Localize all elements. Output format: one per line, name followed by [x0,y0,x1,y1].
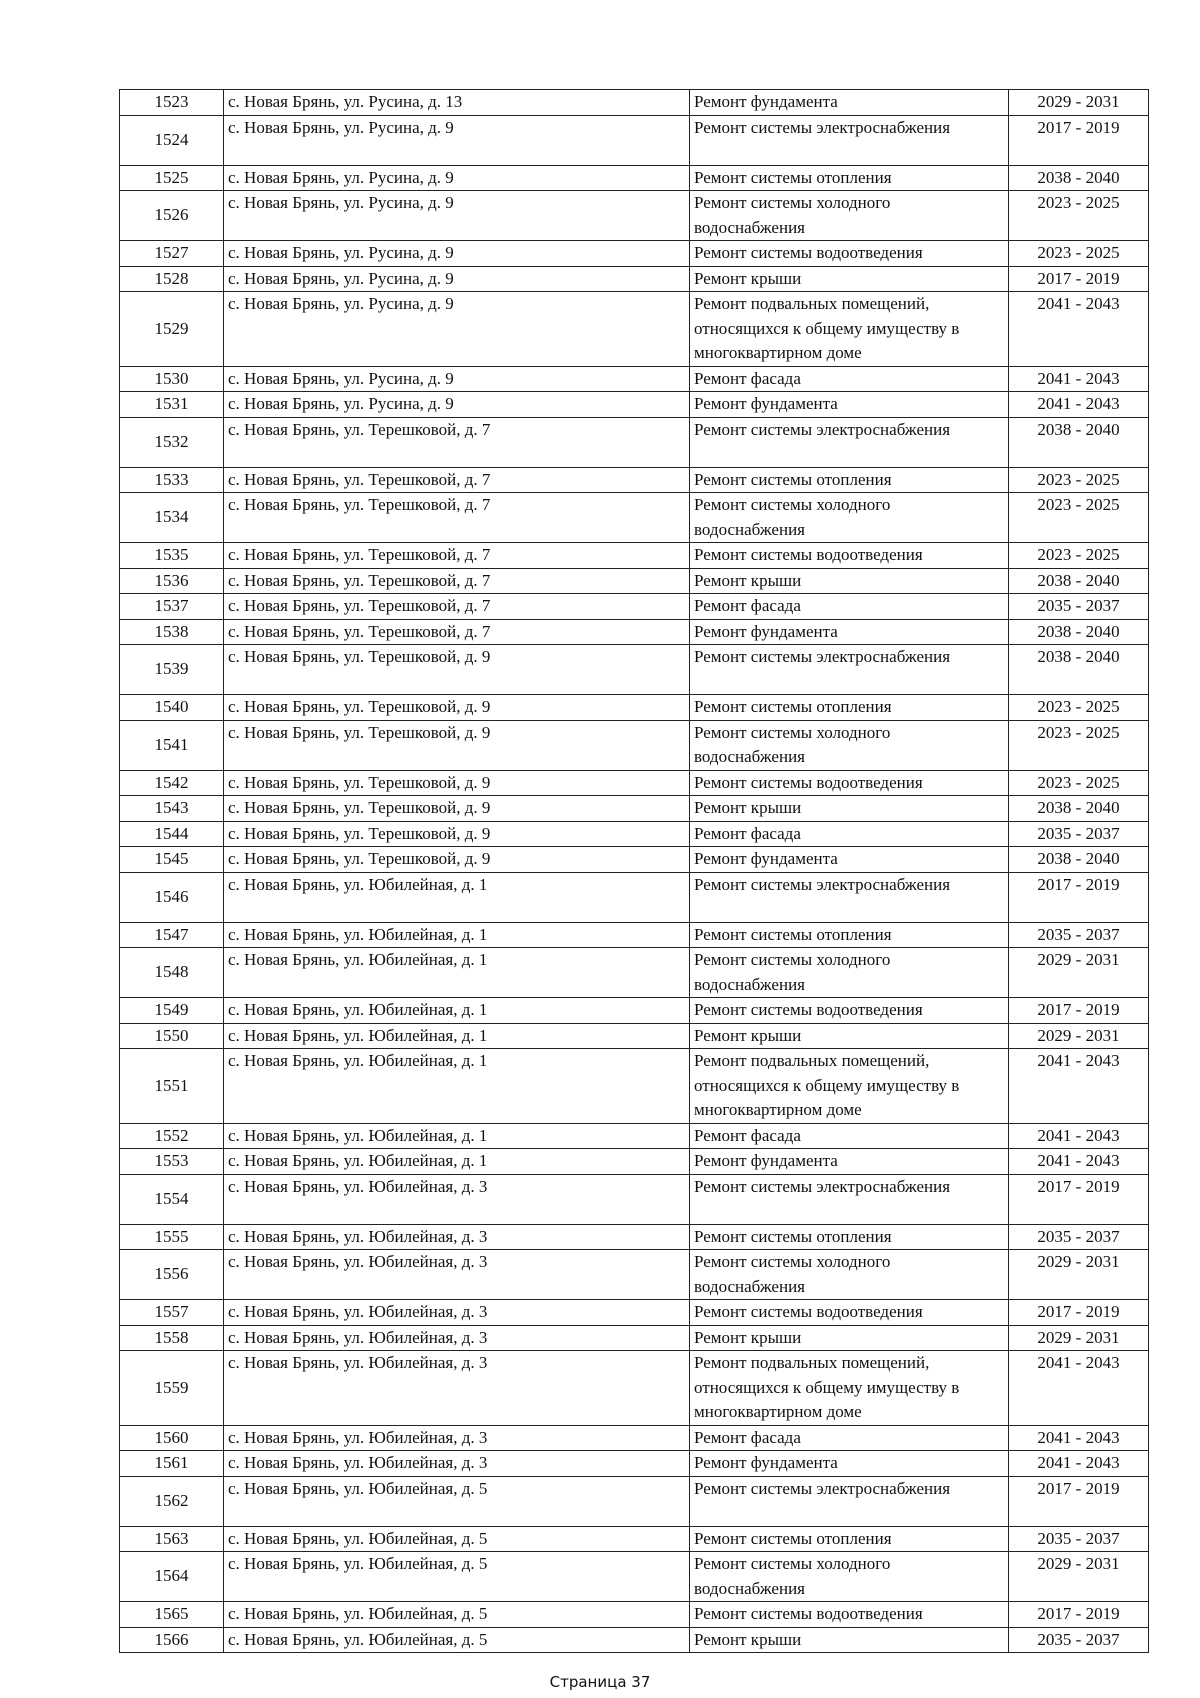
address-cell: с. Новая Брянь, ул. Русина, д. 9 [224,366,690,392]
table-row [120,191,1149,241]
row-number-cell: 1564 [120,1552,224,1602]
period-cell: 2035 - 2037 [1009,1627,1149,1653]
row-number-cell: 1538 [120,619,224,645]
address-cell: с. Новая Брянь, ул. Юбилейная, д. 1 [224,872,690,922]
row-number-cell: 1560 [120,1425,224,1451]
table-row [120,948,1149,998]
table-row [120,1250,1149,1300]
period-cell: 2035 - 2037 [1009,1224,1149,1250]
address-cell: с. Новая Брянь, ул. Русина, д. 9 [224,266,690,292]
row-number-cell: 1562 [120,1476,224,1526]
period-cell: 2029 - 2031 [1009,1250,1149,1300]
work-type-cell: Ремонт системы отопления [690,1526,1009,1552]
row-number-cell: 1523 [120,90,224,116]
period-cell: 2023 - 2025 [1009,191,1149,241]
address-cell: с. Новая Брянь, ул. Терешковой, д. 7 [224,467,690,493]
work-type-cell: Ремонт крыши [690,1023,1009,1049]
table-row [120,241,1149,267]
row-number-cell: 1524 [120,115,224,165]
row-number-cell: 1555 [120,1224,224,1250]
table-row [120,165,1149,191]
row-number-cell: 1561 [120,1451,224,1477]
row-number-cell: 1526 [120,191,224,241]
address-cell: с. Новая Брянь, ул. Русина, д. 13 [224,90,690,116]
row-number-cell: 1549 [120,998,224,1024]
work-type-cell: Ремонт системы отопления [690,922,1009,948]
period-cell: 2041 - 2043 [1009,1451,1149,1477]
period-cell: 2038 - 2040 [1009,165,1149,191]
table-row [120,847,1149,873]
work-type-cell: Ремонт фасада [690,1123,1009,1149]
table-row [120,695,1149,721]
address-cell: с. Новая Брянь, ул. Русина, д. 9 [224,115,690,165]
work-type-cell: Ремонт системы водоотведения [690,241,1009,267]
table-row [120,1174,1149,1224]
address-cell: с. Новая Брянь, ул. Терешковой, д. 9 [224,645,690,695]
period-cell: 2038 - 2040 [1009,645,1149,695]
repair-schedule-table [119,89,1149,1653]
address-cell: с. Новая Брянь, ул. Юбилейная, д. 5 [224,1552,690,1602]
address-cell: с. Новая Брянь, ул. Терешковой, д. 9 [224,796,690,822]
table-row [120,998,1149,1024]
work-type-cell: Ремонт фундамента [690,847,1009,873]
row-number-cell: 1541 [120,720,224,770]
work-type-cell: Ремонт системы отопления [690,467,1009,493]
row-number-cell: 1527 [120,241,224,267]
row-number-cell: 1530 [120,366,224,392]
table-row [120,1451,1149,1477]
table-row [120,1425,1149,1451]
period-cell: 2017 - 2019 [1009,115,1149,165]
row-number-cell: 1537 [120,594,224,620]
address-cell: с. Новая Брянь, ул. Терешковой, д. 9 [224,821,690,847]
work-type-cell: Ремонт системы холодного водоснабжения [690,1250,1009,1300]
period-cell: 2017 - 2019 [1009,1476,1149,1526]
table-row [120,1224,1149,1250]
table-row [120,872,1149,922]
address-cell: с. Новая Брянь, ул. Терешковой, д. 7 [224,417,690,467]
work-type-cell: Ремонт системы холодного водоснабжения [690,720,1009,770]
work-type-cell: Ремонт подвальных помещений, относящихся к общему имуществу в многоквартирном доме [690,1351,1009,1426]
row-number-cell: 1542 [120,770,224,796]
row-number-cell: 1535 [120,543,224,569]
period-cell: 2038 - 2040 [1009,847,1149,873]
work-type-cell: Ремонт крыши [690,1627,1009,1653]
table-row [120,292,1149,367]
period-cell: 2035 - 2037 [1009,594,1149,620]
row-number-cell: 1529 [120,292,224,367]
row-number-cell: 1533 [120,467,224,493]
address-cell: с. Новая Брянь, ул. Терешковой, д. 9 [224,720,690,770]
address-cell: с. Новая Брянь, ул. Русина, д. 9 [224,191,690,241]
work-type-cell: Ремонт фундамента [690,1451,1009,1477]
period-cell: 2041 - 2043 [1009,392,1149,418]
period-cell: 2035 - 2037 [1009,821,1149,847]
table-row [120,1627,1149,1653]
table-row [120,392,1149,418]
period-cell: 2017 - 2019 [1009,998,1149,1024]
work-type-cell: Ремонт фасада [690,821,1009,847]
address-cell: с. Новая Брянь, ул. Юбилейная, д. 3 [224,1325,690,1351]
address-cell: с. Новая Брянь, ул. Терешковой, д. 9 [224,695,690,721]
work-type-cell: Ремонт системы отопления [690,165,1009,191]
work-type-cell: Ремонт крыши [690,796,1009,822]
address-cell: с. Новая Брянь, ул. Русина, д. 9 [224,292,690,367]
row-number-cell: 1532 [120,417,224,467]
period-cell: 2038 - 2040 [1009,568,1149,594]
period-cell: 2029 - 2031 [1009,1023,1149,1049]
page-number: Страница 37 [549,1673,651,1691]
period-cell: 2041 - 2043 [1009,366,1149,392]
address-cell: с. Новая Брянь, ул. Терешковой, д. 7 [224,568,690,594]
address-cell: с. Новая Брянь, ул. Терешковой, д. 9 [224,770,690,796]
period-cell: 2041 - 2043 [1009,1425,1149,1451]
address-cell: с. Новая Брянь, ул. Юбилейная, д. 5 [224,1526,690,1552]
work-type-cell: Ремонт системы отопления [690,695,1009,721]
period-cell: 2029 - 2031 [1009,1325,1149,1351]
table-row [120,645,1149,695]
row-number-cell: 1552 [120,1123,224,1149]
period-cell: 2029 - 2031 [1009,90,1149,116]
work-type-cell: Ремонт крыши [690,266,1009,292]
period-cell: 2041 - 2043 [1009,1123,1149,1149]
table-row [120,1023,1149,1049]
work-type-cell: Ремонт фундамента [690,1149,1009,1175]
work-type-cell: Ремонт системы холодного водоснабжения [690,191,1009,241]
period-cell: 2023 - 2025 [1009,467,1149,493]
row-number-cell: 1545 [120,847,224,873]
work-type-cell: Ремонт системы водоотведения [690,543,1009,569]
table-row [120,1351,1149,1426]
address-cell: с. Новая Брянь, ул. Терешковой, д. 9 [224,847,690,873]
work-type-cell: Ремонт системы водоотведения [690,1602,1009,1628]
address-cell: с. Новая Брянь, ул. Юбилейная, д. 1 [224,1123,690,1149]
period-cell: 2023 - 2025 [1009,493,1149,543]
address-cell: с. Новая Брянь, ул. Терешковой, д. 7 [224,493,690,543]
work-type-cell: Ремонт фундамента [690,619,1009,645]
table-row [120,1552,1149,1602]
table-row [120,1602,1149,1628]
address-cell: с. Новая Брянь, ул. Юбилейная, д. 5 [224,1602,690,1628]
row-number-cell: 1546 [120,872,224,922]
row-number-cell: 1559 [120,1351,224,1426]
period-cell: 2017 - 2019 [1009,1300,1149,1326]
table-row [120,720,1149,770]
work-type-cell: Ремонт системы электроснабжения [690,115,1009,165]
table-row [120,417,1149,467]
address-cell: с. Новая Брянь, ул. Юбилейная, д. 3 [224,1224,690,1250]
period-cell: 2023 - 2025 [1009,695,1149,721]
period-cell: 2029 - 2031 [1009,948,1149,998]
work-type-cell: Ремонт системы электроснабжения [690,417,1009,467]
row-number-cell: 1551 [120,1049,224,1124]
address-cell: с. Новая Брянь, ул. Юбилейная, д. 3 [224,1425,690,1451]
work-type-cell: Ремонт подвальных помещений, относящихся к общему имуществу в многоквартирном доме [690,292,1009,367]
table-row [120,1476,1149,1526]
address-cell: с. Новая Брянь, ул. Терешковой, д. 7 [224,619,690,645]
period-cell: 2038 - 2040 [1009,417,1149,467]
row-number-cell: 1525 [120,165,224,191]
row-number-cell: 1540 [120,695,224,721]
work-type-cell: Ремонт фундамента [690,392,1009,418]
row-number-cell: 1554 [120,1174,224,1224]
work-type-cell: Ремонт подвальных помещений, относящихся к общему имуществу в многоквартирном доме [690,1049,1009,1124]
address-cell: с. Новая Брянь, ул. Терешковой, д. 7 [224,543,690,569]
period-cell: 2041 - 2043 [1009,1149,1149,1175]
address-cell: с. Новая Брянь, ул. Юбилейная, д. 1 [224,1049,690,1124]
address-cell: с. Новая Брянь, ул. Юбилейная, д. 1 [224,1149,690,1175]
table-row [120,543,1149,569]
address-cell: с. Новая Брянь, ул. Русина, д. 9 [224,165,690,191]
work-type-cell: Ремонт фундамента [690,90,1009,116]
table-row [120,266,1149,292]
work-type-cell: Ремонт фасада [690,594,1009,620]
row-number-cell: 1548 [120,948,224,998]
table-row [120,922,1149,948]
address-cell: с. Новая Брянь, ул. Юбилейная, д. 5 [224,1627,690,1653]
table-row [120,594,1149,620]
row-number-cell: 1528 [120,266,224,292]
work-type-cell: Ремонт крыши [690,1325,1009,1351]
table-row [120,366,1149,392]
work-type-cell: Ремонт системы электроснабжения [690,645,1009,695]
address-cell: с. Новая Брянь, ул. Юбилейная, д. 5 [224,1476,690,1526]
table-row [120,568,1149,594]
address-cell: с. Новая Брянь, ул. Юбилейная, д. 3 [224,1451,690,1477]
work-type-cell: Ремонт фасада [690,1425,1009,1451]
address-cell: с. Новая Брянь, ул. Русина, д. 9 [224,241,690,267]
address-cell: с. Новая Брянь, ул. Терешковой, д. 7 [224,594,690,620]
work-type-cell: Ремонт системы водоотведения [690,1300,1009,1326]
period-cell: 2041 - 2043 [1009,292,1149,367]
period-cell: 2023 - 2025 [1009,241,1149,267]
row-number-cell: 1553 [120,1149,224,1175]
table-row [120,1526,1149,1552]
row-number-cell: 1539 [120,645,224,695]
table-row [120,1049,1149,1124]
period-cell: 2035 - 2037 [1009,1526,1149,1552]
work-type-cell: Ремонт системы водоотведения [690,770,1009,796]
work-type-cell: Ремонт системы электроснабжения [690,1174,1009,1224]
row-number-cell: 1557 [120,1300,224,1326]
row-number-cell: 1558 [120,1325,224,1351]
table-row [120,493,1149,543]
work-type-cell: Ремонт системы водоотведения [690,998,1009,1024]
table-row [120,821,1149,847]
period-cell: 2023 - 2025 [1009,720,1149,770]
period-cell: 2017 - 2019 [1009,1602,1149,1628]
table-row [120,90,1149,116]
work-type-cell: Ремонт системы электроснабжения [690,872,1009,922]
work-type-cell: Ремонт системы холодного водоснабжения [690,948,1009,998]
table-row [120,1325,1149,1351]
work-type-cell: Ремонт системы электроснабжения [690,1476,1009,1526]
table-row [120,467,1149,493]
address-cell: с. Новая Брянь, ул. Юбилейная, д. 1 [224,922,690,948]
table-row [120,619,1149,645]
row-number-cell: 1534 [120,493,224,543]
period-cell: 2017 - 2019 [1009,872,1149,922]
period-cell: 2038 - 2040 [1009,796,1149,822]
address-cell: с. Новая Брянь, ул. Юбилейная, д. 1 [224,948,690,998]
table-body [120,90,1149,1653]
period-cell: 2017 - 2019 [1009,266,1149,292]
address-cell: с. Новая Брянь, ул. Юбилейная, д. 3 [224,1351,690,1426]
period-cell: 2029 - 2031 [1009,1552,1149,1602]
address-cell: с. Новая Брянь, ул. Русина, д. 9 [224,392,690,418]
work-type-cell: Ремонт системы холодного водоснабжения [690,1552,1009,1602]
row-number-cell: 1550 [120,1023,224,1049]
work-type-cell: Ремонт системы холодного водоснабжения [690,493,1009,543]
period-cell: 2041 - 2043 [1009,1049,1149,1124]
row-number-cell: 1536 [120,568,224,594]
address-cell: с. Новая Брянь, ул. Юбилейная, д. 3 [224,1250,690,1300]
work-type-cell: Ремонт системы отопления [690,1224,1009,1250]
period-cell: 2041 - 2043 [1009,1351,1149,1426]
table-row [120,796,1149,822]
row-number-cell: 1563 [120,1526,224,1552]
period-cell: 2017 - 2019 [1009,1174,1149,1224]
row-number-cell: 1556 [120,1250,224,1300]
row-number-cell: 1547 [120,922,224,948]
work-type-cell: Ремонт крыши [690,568,1009,594]
row-number-cell: 1543 [120,796,224,822]
period-cell: 2023 - 2025 [1009,543,1149,569]
address-cell: с. Новая Брянь, ул. Юбилейная, д. 1 [224,998,690,1024]
work-type-cell: Ремонт фасада [690,366,1009,392]
row-number-cell: 1531 [120,392,224,418]
address-cell: с. Новая Брянь, ул. Юбилейная, д. 1 [224,1023,690,1049]
table-row [120,115,1149,165]
address-cell: с. Новая Брянь, ул. Юбилейная, д. 3 [224,1174,690,1224]
period-cell: 2035 - 2037 [1009,922,1149,948]
table-row [120,1300,1149,1326]
row-number-cell: 1544 [120,821,224,847]
row-number-cell: 1566 [120,1627,224,1653]
table-row [120,770,1149,796]
table-row [120,1149,1149,1175]
address-cell: с. Новая Брянь, ул. Юбилейная, д. 3 [224,1300,690,1326]
period-cell: 2023 - 2025 [1009,770,1149,796]
period-cell: 2038 - 2040 [1009,619,1149,645]
table-row [120,1123,1149,1149]
row-number-cell: 1565 [120,1602,224,1628]
